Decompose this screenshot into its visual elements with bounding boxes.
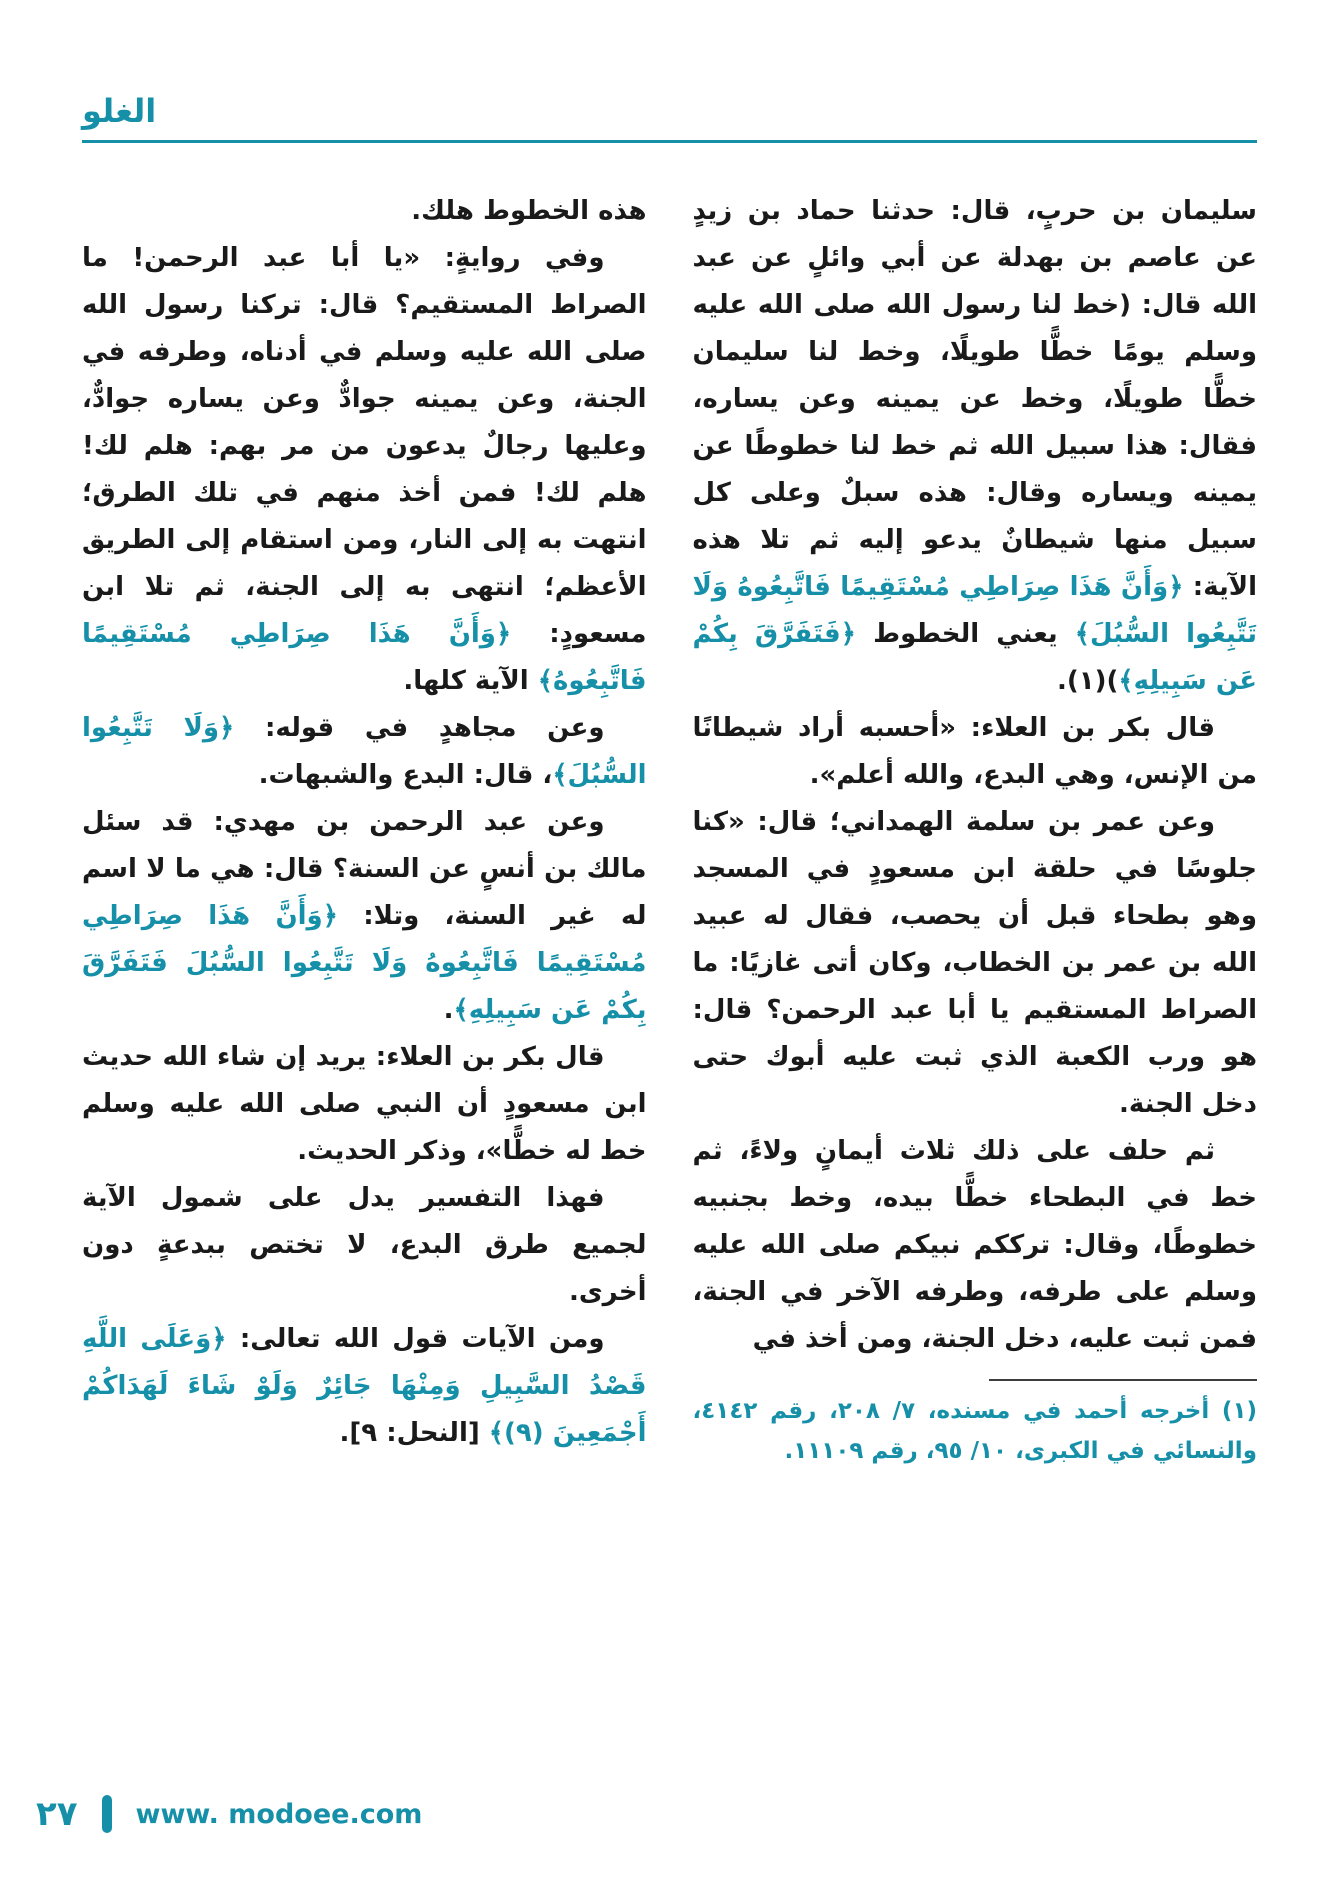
text-segment: سليمان بن حربٍ، قال: حدثنا حماد بن زيدٍ عن عاصم بن بهدلة عن أبي وائلٍ عن عبد الله قال: (خط لنا رسول الله صلى الله عليه وسلم يومًا خطًّا طويلًا، وخط لنا سليمان خطًّا طويلًا، وخط عن يمينه وعن يساره، فقال: هذا سبيل الله ثم خط لنا خطوطًا عن يمينه ويساره وقال: هذه سبلٌ وعلى كل سبيل منها شيطانٌ يدعو إليه ثم تلا هذه الآية:: [692, 196, 1257, 602]
paragraph: [693, 1391, 1258, 1471]
paragraph: [82, 1175, 647, 1316]
page-footer: [36, 1794, 422, 1834]
paragraph: [693, 705, 1258, 799]
header-rule: [82, 140, 1257, 143]
two-column-text: [82, 188, 1257, 1471]
paragraph: [82, 799, 647, 1034]
text-segment: [النحل: ٩].: [339, 1418, 489, 1448]
paragraph: [693, 188, 1258, 705]
footer-divider: [102, 1795, 112, 1833]
text-segment: وعن عمر بن سلمة الهمداني؛ قال: «كنا جلوسًا في حلقة ابن مسعودٍ في المسجد وهو بطحاء قبل أن يحصب، فقال له عبيد الله بن عمر بن الخطاب، وكان أتى غازيًا: ما الصراط المستقيم يا أبا عبد الرحمن؟ قال: هو ورب الكعبة الذي ثبت عليه أبوك حتى دخل الجنة.: [692, 807, 1257, 1119]
right-column: [693, 188, 1258, 1471]
text-segment: ثم حلف على ذلك ثلاث أيمانٍ ولاءً، ثم خط في البطحاء خطًّا بيده، وخط بجنبيه خطوطًا، وقال: ترككم نبيكم صلى الله عليه وسلم على طرفه، وطرفه الآخر في الجنة، فمن ثبت عليه، دخل الجنة، ومن أخذ في: [692, 1136, 1257, 1354]
page-header: [82, 92, 1257, 143]
left-column-body: [82, 188, 647, 1457]
quran-verse: ﴿وَلَا تَتَّبِعُوا السُّبُلَ﴾: [82, 713, 647, 790]
paragraph: [82, 1034, 647, 1175]
paragraph: [693, 1128, 1258, 1363]
right-column-body: [693, 188, 1258, 1363]
text-segment: وعن مجاهدٍ في قوله:: [234, 713, 605, 743]
text-segment: وعن عبد الرحمن بن مهدي: قد سئل مالك بن أنسٍ عن السنة؟ قال: هي ما لا اسم له غير السنة، وتلا:: [82, 807, 647, 931]
text-segment: ، قال: البدع والشبهات.: [258, 760, 553, 790]
chapter-title: الغلو: [82, 92, 157, 130]
paragraph: [82, 1316, 647, 1457]
text-segment: .: [443, 995, 454, 1025]
text-segment: قال بكر بن العلاء: يريد إن شاء الله حديث ابن مسعودٍ أن النبي صلى الله عليه وسلم خط له خطًّا»، وذكر الحديث.: [82, 1042, 647, 1166]
paragraph: [82, 235, 647, 705]
text-segment: الآية كلها.: [403, 666, 538, 696]
paragraph: [693, 799, 1258, 1128]
footnote: [693, 1391, 1258, 1471]
text-segment: وفي روايةٍ: «يا أبا عبد الرحمن! ما الصراط المستقيم؟ قال: تركنا رسول الله صلى الله عليه وسلم في أدناه، وطرفه في الجنة، وعن يمينه جوادٌّ وعن يساره جوادٌّ، وعليها رجالٌ يدعون من مر بهم: هلم لك! هلم لك! فمن أخذ منهم في تلك الطرق؛ انتهت به إلى النار، ومن استقام إلى الطريق الأعظم؛ انتهى به إلى الجنة، ثم تلا ابن مسعودٍ:: [82, 243, 647, 649]
quran-verse: ﴿وَعَلَى اللَّهِ قَصْدُ السَّبِيلِ وَمِنْهَا جَائِرٌ وَلَوْ شَاءَ لَهَدَاكُمْ أَجْمَعِينَ (٩)﴾: [82, 1324, 647, 1448]
text-segment: (١) أخرجه أحمد في مسنده، ٧/ ٢٠٨، رقم ٤١٤٢، والنسائي في الكبرى، ١٠/ ٩٥، رقم ١١١٠٩.: [692, 1398, 1257, 1464]
quran-verse: ﴿وَأَنَّ هَذَا صِرَاطِي مُسْتَقِيمًا فَاتَّبِعُوهُ﴾: [82, 619, 647, 696]
left-column: [82, 188, 647, 1457]
footnote-separator: [989, 1379, 1257, 1381]
page-number: ٢٧: [36, 1794, 78, 1834]
quran-verse: ﴿وَأَنَّ هَذَا صِرَاطِي مُسْتَقِيمًا فَاتَّبِعُوهُ وَلَا تَتَّبِعُوا السُّبُلَ فَتَفَرَّقَ بِكُمْ عَن سَبِيلِهِ﴾: [82, 901, 647, 1025]
quran-verse: ﴿فَتَفَرَّقَ بِكُمْ عَن سَبِيلِهِ﴾: [692, 619, 1257, 696]
text-segment: قال بكر بن العلاء: «أحسبه أراد شيطانًا من الإنس، وهي البدع، والله أعلم».: [692, 713, 1257, 790]
text-segment: يعني الخطوط: [855, 619, 1075, 649]
text-segment: ومن الآيات قول الله تعالى:: [226, 1324, 605, 1354]
website-link[interactable]: www. modoee.com: [135, 1798, 423, 1830]
quran-verse: ﴿وَأَنَّ هَذَا صِرَاطِي مُسْتَقِيمًا فَاتَّبِعُوهُ وَلَا تَتَّبِعُوا السُّبُلَ﴾: [692, 572, 1258, 649]
text-segment: )(١).: [1056, 666, 1119, 696]
text-segment: هذه الخطوط هلك.: [411, 196, 647, 226]
text-segment: فهذا التفسير يدل على شمول الآية لجميع طرق البدع، لا تختص ببدعةٍ دون أخرى.: [82, 1183, 647, 1307]
paragraph: [82, 705, 647, 799]
paragraph: [82, 188, 647, 235]
